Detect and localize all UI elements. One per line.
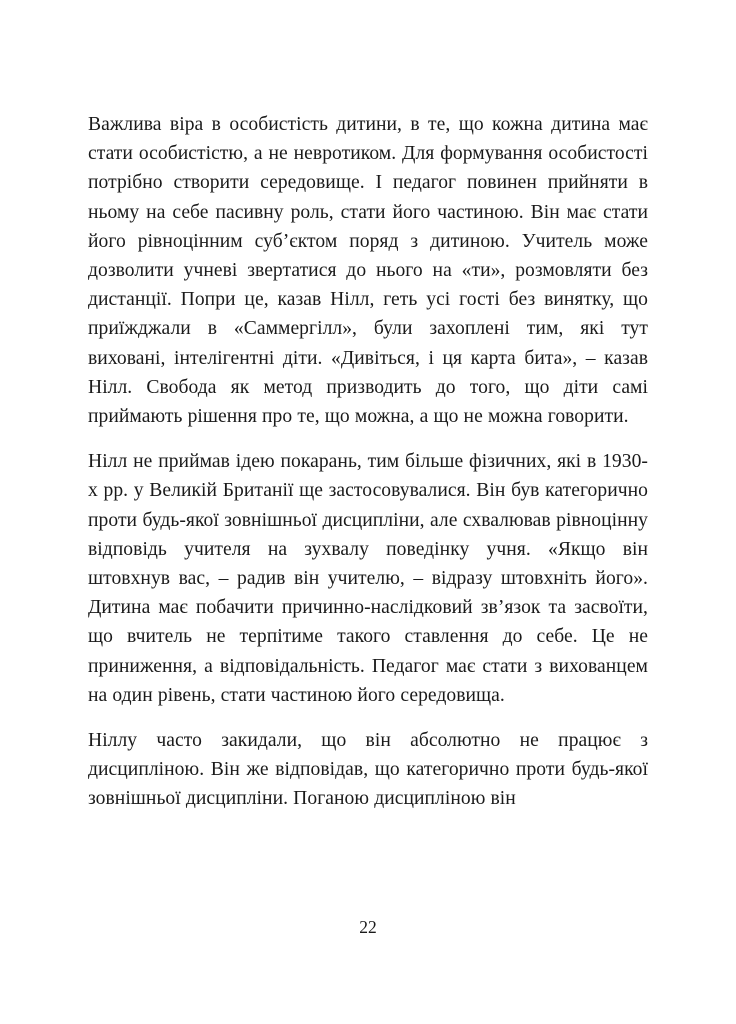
paragraph: Важлива віра в особистість дитини, в те, що кожна дитина має стати особистістю, а не невротиком. Для формування особистості потрібно створити середовище. І педагог повинен прийняти в ньому на себе пасивну роль, стати його частиною. Він має стати його рівноцінним суб’єктом поряд з дитиною. Учитель може дозволити учневі звертатися до нього на «ти», розмовляти без дистанції. Попри це, казав Нілл, геть усі гості без винятку, що приїжджали в «Саммергілл», були захоплені тим, які тут виховані, інтелігентні діти. «Дивіться, і ця карта бита», – казав Нілл. Свобода як метод призводить до того, що діти самі приймають рішення про те, що можна, а що не можна говорити. xyxy=(88,114,648,428)
paragraph: Нілл не приймав ідею покарань, тим більше фізичних, які в 1930-х рр. у Великій Британії ще застосовувалися. Він був категорично проти будь-якої зовнішньої дисципліни, але схвалював рівноцінну відповідь учителя на зухвалу поведінку учня. «Якщо він штовхнув вас, – радив він учителю, – відразу штовхніть його». Дитина має побачити причинно-наслідковий зв’язок та засвоїти, що вчитель не терпітиме такого ставлення до себе. Це не приниження, а відповідальність. Педагог має стати з вихованцем на один рівень, стати частиною його середовища. xyxy=(88,451,648,706)
paragraph: Ніллу часто закидали, що він абсолютно не працює з дисципліною. Він же відповідав, що категорично проти будь-якої зовнішньої дисципліни. Поганою дисципліною він xyxy=(88,730,648,810)
page-text-block xyxy=(88,110,648,814)
page-number: 22 xyxy=(359,917,377,937)
